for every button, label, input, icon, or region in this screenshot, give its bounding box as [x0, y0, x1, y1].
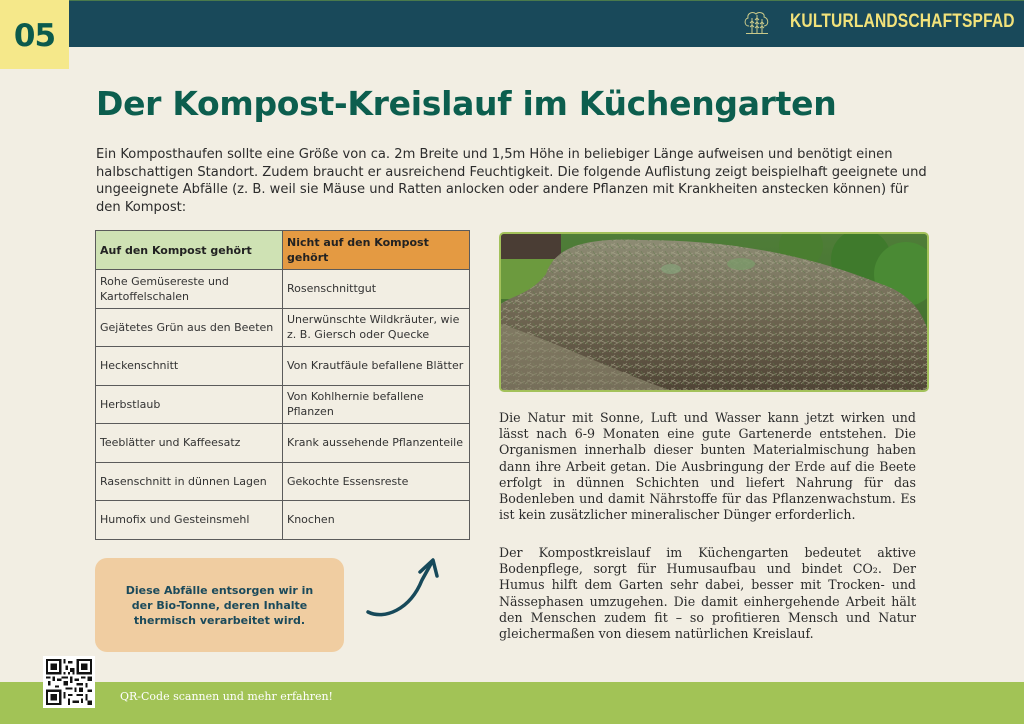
page-title: Der Kompost-Kreislauf im Küchengarten — [96, 84, 837, 123]
cell-allowed: Gejätetes Grün aus den Beeten — [96, 308, 283, 347]
station-number-badge — [0, 0, 69, 69]
cell-allowed: Teeblätter und Kaffeesatz — [96, 424, 283, 463]
cell-allowed: Humofix und Gesteinsmehl — [96, 501, 283, 540]
footer-qr-hint: QR-Code scannen und mehr erfahren! — [120, 690, 333, 703]
brand-name: KULTURLANDSCHAFTSPFAD — [790, 11, 1015, 32]
curved-arrow-icon — [362, 550, 442, 622]
table-row — [96, 424, 470, 463]
trees-icon — [743, 10, 771, 36]
qr-code-icon[interactable] — [43, 656, 95, 708]
compost-heap-image — [501, 234, 929, 392]
table-row — [96, 308, 470, 347]
paragraph-benefits: Der Kompostkreislauf im Küchengarten bedeutet aktive Bodenpflege, sorgt für Humusaufbau und bindet CO₂. Der Humus hilft dem Garten sehr dabei, besser mit Trocken- und Nässephasen umzugehen. Die damit einhergehende Arbeit hält den Menschen zudem fit – so profitieren Mensch und Natur gleichermaßen von diesem natürlichen Kreislauf. — [499, 545, 916, 642]
table-row — [96, 270, 470, 309]
cell-not-allowed: Gekochte Essensreste — [283, 462, 470, 501]
cell-not-allowed: Krank aussehende Pflanzenteile — [283, 424, 470, 463]
cell-not-allowed: Knochen — [283, 501, 470, 540]
cell-not-allowed: Von Krautfäule befallene Blätter — [283, 347, 470, 386]
compost-heap-photo — [499, 232, 929, 392]
cell-allowed: Rasenschnitt in dünnen Lagen — [96, 462, 283, 501]
cell-not-allowed: Rosenschnittgut — [283, 270, 470, 309]
compost-table — [95, 230, 470, 540]
table-row — [96, 385, 470, 424]
header-not-allowed: Nicht auf den Kompost gehört — [283, 231, 470, 270]
cell-allowed: Rohe Gemüsereste und Kartoffelschalen — [96, 270, 283, 309]
station-number: 05 — [13, 17, 56, 54]
cell-allowed: Heckenschnitt — [96, 347, 283, 386]
cell-allowed: Herbstlaub — [96, 385, 283, 424]
table-row — [96, 462, 470, 501]
table-header-row — [96, 231, 470, 270]
bio-bin-note-text: Diese Abfälle entsorgen wir in der Bio-Tonne, deren Inhalte thermisch verarbeitet wird. — [125, 583, 314, 627]
footer-bar — [0, 682, 1024, 724]
header-allowed: Auf den Kompost gehört — [96, 231, 283, 270]
intro-text: Ein Komposthaufen sollte eine Größe von ca. 2m Breite und 1,5m Höhe in beliebiger Länge aufweisen und benötigt einen halbschattigen Standort. Zudem braucht er ausreichend Feuchtigkeit. Die folgende Auflistung zeigt beispielhaft geeignete und ungeeignete Abfälle (z. B. weil sie Mäuse und Ratten anlocken oder andere Pflanzen mit Krankheiten anstecken können) für den Kompost: — [96, 147, 927, 215]
bio-bin-note — [95, 558, 344, 652]
paragraph-process: Die Natur mit Sonne, Luft und Wasser kann jetzt wirken und lässt nach 6-9 Monaten eine gute Gartenerde entstehen. Die Organismen innerhalb dieser bunten Materialmischung haben dann ihre Arbeit getan. Die Ausbringung der Erde auf die Beete erfolgt in dünnen Schichten und liefert Nahrung für das Bodenleben und damit Nährstoffe für das Pflanzenwachstum. Es ist kein zusätzlicher mineralischer Dünger erforderlich. — [499, 410, 916, 523]
table-row — [96, 347, 470, 386]
table-row — [96, 501, 470, 540]
cell-not-allowed: Unerwünschte Wildkräuter, wie z. B. Giersch oder Quecke — [283, 308, 470, 347]
cell-not-allowed: Von Kohlhernie befallene Pflanzen — [283, 385, 470, 424]
